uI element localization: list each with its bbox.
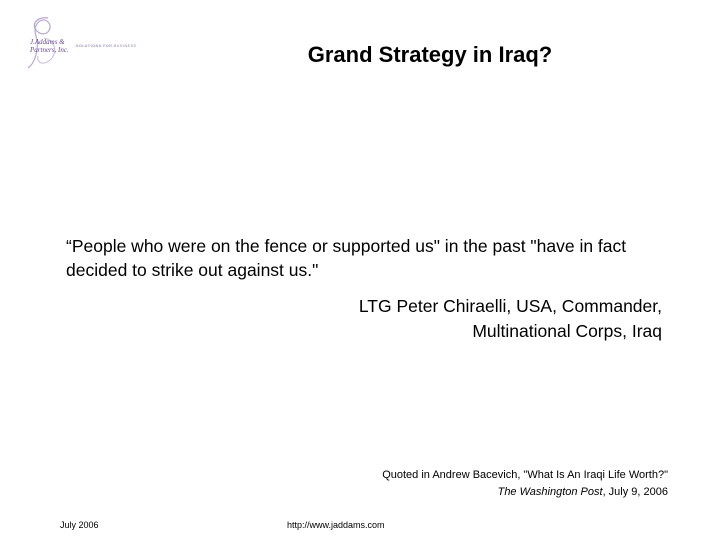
- attribution-line-2: Multinational Corps, Iraq: [472, 321, 662, 341]
- source-date: , July 9, 2006: [602, 486, 668, 498]
- source-citation: [168, 467, 668, 501]
- logo-company-name: J.Addams & Partners, Inc.: [30, 38, 69, 54]
- source-line-2: [168, 484, 668, 501]
- source-line-1: Quoted in Andrew Bacevich, "What Is An Iraqi Life Worth?": [382, 469, 668, 481]
- company-logo: [14, 14, 137, 74]
- footer-date: July 2006: [60, 520, 99, 530]
- source-publication: The Washington Post: [497, 486, 603, 498]
- quote-text: “People who were on the fence or supported us" in the past "have in fact decided to strike out against us.": [66, 236, 627, 280]
- slide-title: Grand Strategy in Iraq?: [307, 42, 553, 67]
- footer-url[interactable]: http://www.jaddams.com: [287, 520, 385, 530]
- logo-tagline: SOLUTIONS FOR BUSINESS: [76, 44, 137, 48]
- attribution-line-1: LTG Peter Chiraelli, USA, Commander,: [358, 296, 662, 316]
- quote-attribution: [262, 294, 662, 344]
